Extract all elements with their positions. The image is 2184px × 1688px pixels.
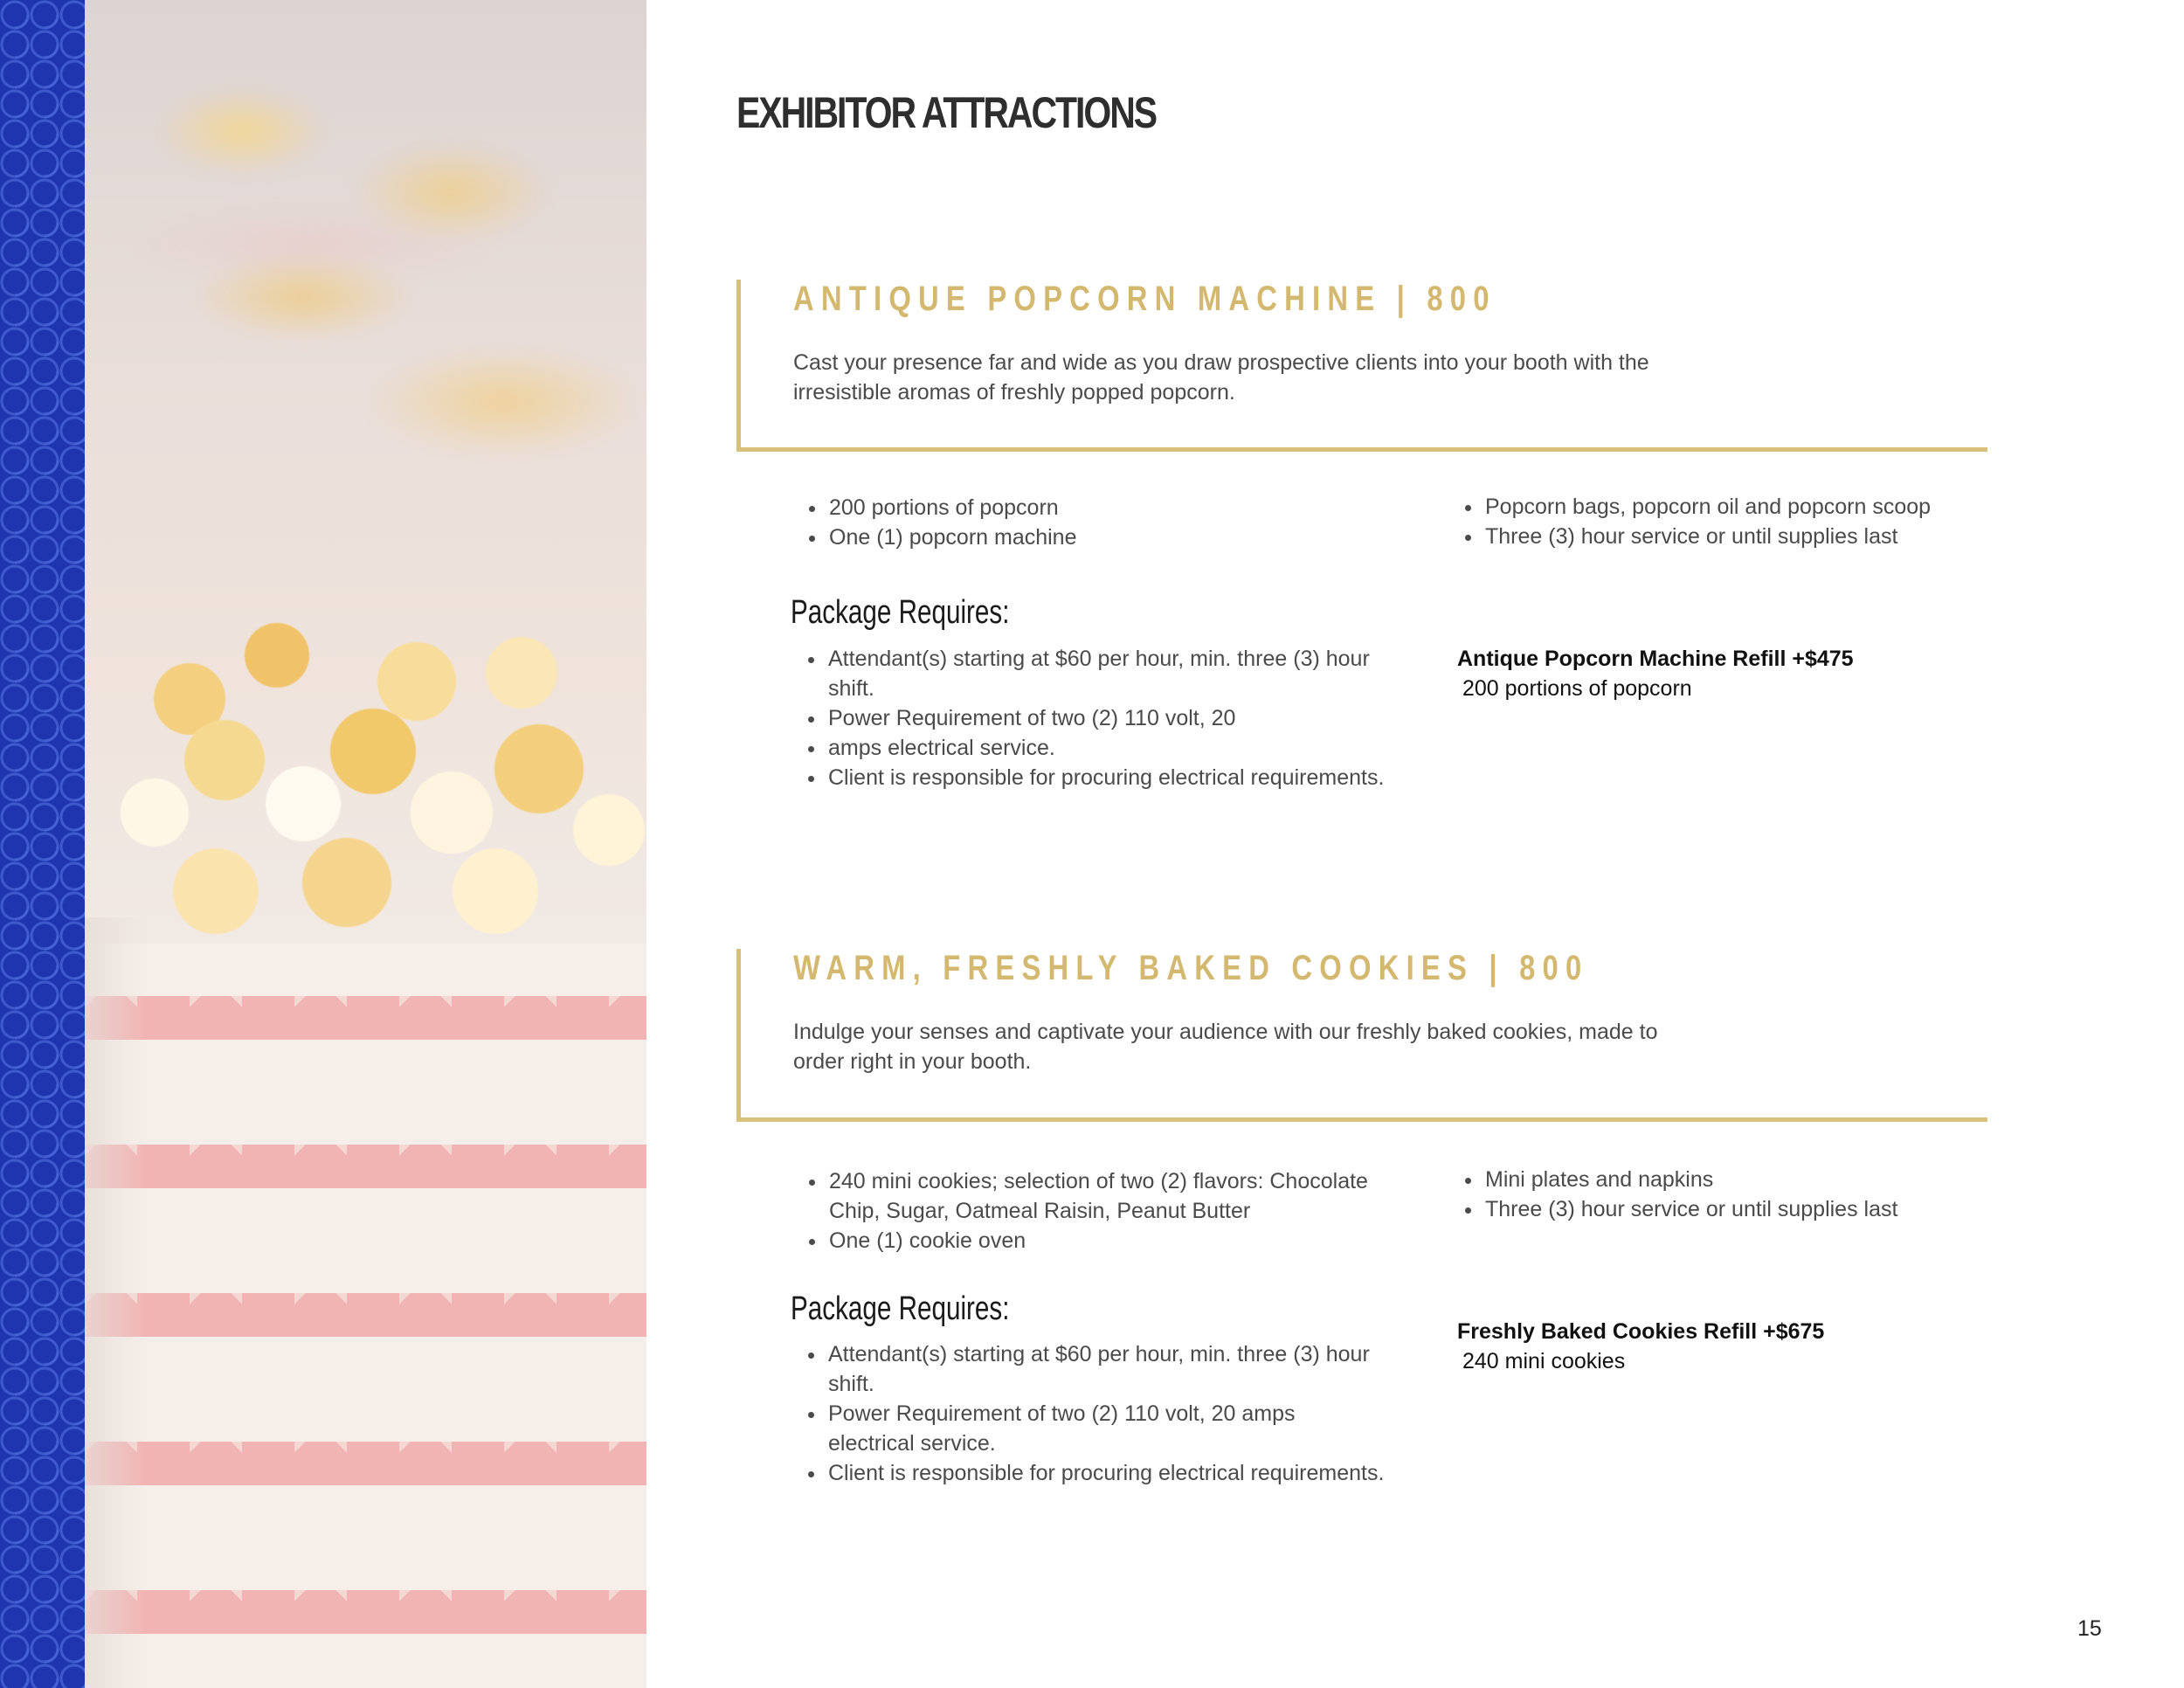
- section-header-popcorn: [736, 280, 1987, 452]
- section-title: WARM, FRESHLY BAKED COOKIES | 800: [793, 949, 1589, 987]
- includes-list-right: [1448, 492, 2042, 551]
- requirements-list: [791, 644, 1386, 792]
- list-item: • amps electrical service.: [826, 733, 1386, 763]
- list-item: • Client is responsible for procuring electrical requirements.: [826, 1458, 1386, 1488]
- list-item: • Three (3) hour service or until supplies last: [1483, 1194, 2042, 1224]
- package-requires-heading: Package Requires:: [791, 1290, 1010, 1327]
- page-title: EXHIBITOR ATTRACTIONS: [736, 88, 1157, 137]
- list-item: • Power Requirement of two (2) 110 volt, 20: [826, 703, 1386, 733]
- includes-list-right: [1448, 1165, 2042, 1224]
- page-number: 15: [2077, 1616, 2102, 1641]
- package-requires-heading: Package Requires:: [791, 594, 1010, 631]
- refill-info: [1457, 644, 1854, 703]
- list-item: • Mini plates and napkins: [1483, 1165, 2042, 1194]
- list-item: • One (1) cookie oven: [827, 1226, 1421, 1256]
- requirements-list: [791, 1339, 1386, 1488]
- section-description: Indulge your senses and captivate your audience with our freshly baked cookies, made to order right in your booth.: [793, 1020, 1658, 1074]
- section-description: Cast your presence far and wide as you draw prospective clients into your booth with the irresistible aromas of freshly popped popcorn.: [793, 350, 1649, 405]
- list-item: • Popcorn bags, popcorn oil and popcorn scoop: [1483, 492, 2042, 522]
- list-item: • 200 portions of popcorn: [827, 493, 1369, 522]
- list-item: • Power Requirement of two (2) 110 volt, 20 amps electrical service.: [826, 1399, 1386, 1458]
- refill-detail: 200 portions of popcorn: [1462, 676, 1692, 701]
- list-item: • Attendant(s) starting at $60 per hour, min. three (3) hour shift.: [826, 1339, 1386, 1399]
- section-header-cookies: [736, 949, 1987, 1122]
- list-item: • Attendant(s) starting at $60 per hour, min. three (3) hour shift.: [826, 644, 1386, 703]
- list-item: • One (1) popcorn machine: [827, 522, 1369, 552]
- list-item: • 240 mini cookies; selection of two (2) flavors: Chocolate Chip, Sugar, Oatmeal Raisin, Peanut Butter: [827, 1166, 1421, 1226]
- refill-info: [1457, 1317, 1824, 1376]
- section-title: ANTIQUE POPCORN MACHINE | 800: [793, 280, 1496, 318]
- refill-title: Freshly Baked Cookies Refill +$675: [1457, 1319, 1825, 1344]
- includes-list-left: [791, 493, 1369, 552]
- includes-list-left: [791, 1166, 1421, 1256]
- list-item: • Three (3) hour service or until supplies last: [1483, 522, 2042, 551]
- refill-detail: 240 mini cookies: [1462, 1349, 1626, 1373]
- refill-title: Antique Popcorn Machine Refill +$475: [1457, 647, 1854, 671]
- list-item: • Client is responsible for procuring electrical requirements.: [826, 763, 1386, 792]
